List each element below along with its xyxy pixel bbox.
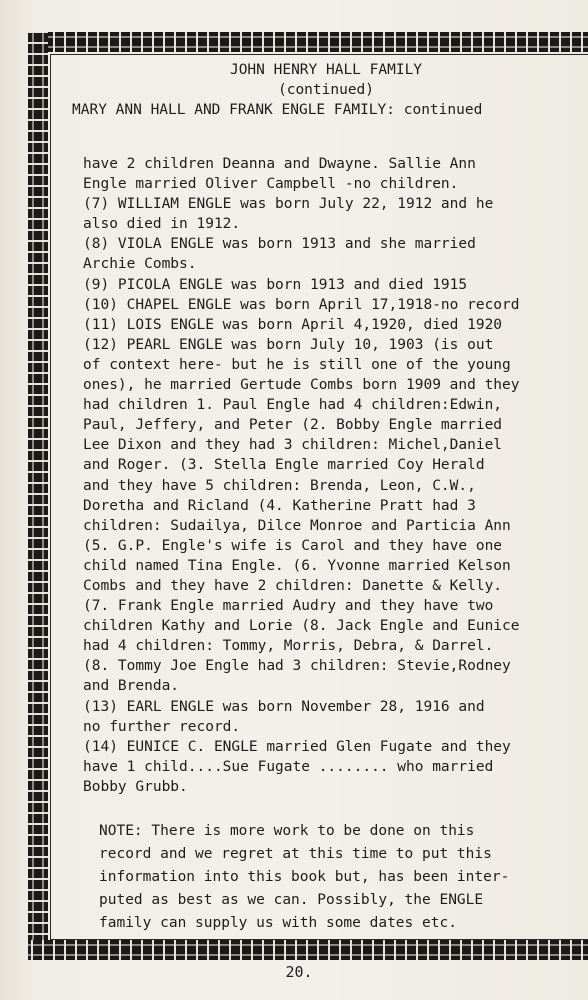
text-line: had children 1. Paul Engle had 4 children:Edwin, xyxy=(83,397,503,414)
decorative-border-top xyxy=(28,32,588,52)
text-line: Archie Combs. xyxy=(83,256,197,273)
text-line: (9) PICOLA ENGLE was born 1913 and died 1915 xyxy=(83,276,468,293)
text-line: Bobby Grubb. xyxy=(83,778,188,795)
text-line: (8) VIOLA ENGLE was born 1913 and she married xyxy=(83,236,476,253)
text-line: (7. Frank Engle married Audry and they have two xyxy=(83,598,494,615)
text-line: (10) CHAPEL ENGLE was born April 17,1918-no record xyxy=(83,296,520,313)
page-title: JOHN HENRY HALL FAMILY xyxy=(229,62,423,78)
text-line: (14) EUNICE C. ENGLE married Glen Fugate and they xyxy=(83,738,511,755)
note-paragraph xyxy=(99,820,569,935)
text-line: (12) PEARL ENGLE was born July 10, 1903 (is out xyxy=(83,336,494,353)
text-line: Doretha and Ricland (4. Katherine Pratt had 3 xyxy=(83,497,476,514)
text-line: and they have 5 children: Brenda, Leon, C.W., xyxy=(83,477,476,494)
body-text xyxy=(83,154,587,797)
note-line: record and we regret at this time to put this xyxy=(99,846,492,862)
page-subtitle: (continued) xyxy=(277,82,375,98)
text-line: child named Tina Engle. (6. Yvonne married Kelson xyxy=(83,557,511,574)
text-line: Engle married Oliver Campbell -no children. xyxy=(83,176,459,193)
text-line: children Kathy and Lorie (8. Jack Engle and Eunice xyxy=(83,618,520,635)
text-line: children: Sudailya, Dilce Monroe and Particia Ann xyxy=(83,517,511,534)
page-number: 20. xyxy=(285,963,313,981)
page-content xyxy=(56,60,586,931)
text-line: and Roger. (3. Stella Engle married Coy Herald xyxy=(83,457,485,474)
note-line: family can supply us with some dates etc. xyxy=(99,915,457,931)
text-line: (5. G.P. Engle's wife is Carol and they have one xyxy=(83,537,503,554)
text-line: no further record. xyxy=(83,718,241,735)
text-line: have 1 child....Sue Fugate ........ who married xyxy=(83,758,494,775)
text-line: Paul, Jeffery, and Peter (2. Bobby Engle married xyxy=(83,417,503,434)
text-line: (8. Tommy Joe Engle had 3 children: Stevie,Rodney xyxy=(83,658,511,675)
note-line: information into this book but, has been inter- xyxy=(99,869,510,885)
text-line: had 4 children: Tommy, Morris, Debra, & Darrel. xyxy=(83,638,494,655)
note-line: puted as best as we can. Possibly, the ENGLE xyxy=(99,892,484,908)
text-line: also died in 1912. xyxy=(83,216,241,233)
decorative-border-left xyxy=(28,32,48,960)
section-heading: MARY ANN HALL AND FRANK ENGLE FAMILY: continued xyxy=(72,102,483,118)
text-line: of context here- but he is still one of the young xyxy=(83,356,511,373)
text-line: have 2 children Deanna and Dwayne. Sallie Ann xyxy=(83,156,476,172)
decorative-border-bottom xyxy=(28,940,588,960)
text-line: ones), he married Gertude Combs born 1909 and they xyxy=(83,377,520,394)
text-line: (7) WILLIAM ENGLE was born July 22, 1912 and he xyxy=(83,196,494,213)
text-line: Lee Dixon and they had 3 children: Michel,Daniel xyxy=(83,437,503,454)
note-line: NOTE: There is more work to be done on this xyxy=(99,823,475,839)
text-line: (13) EARL ENGLE was born November 28, 1916 and xyxy=(83,698,485,715)
text-line: and Brenda. xyxy=(83,678,180,695)
text-line: Combs and they have 2 children: Danette & Kelly. xyxy=(83,577,503,594)
text-line: (11) LOIS ENGLE was born April 4,1920, died 1920 xyxy=(83,316,503,333)
